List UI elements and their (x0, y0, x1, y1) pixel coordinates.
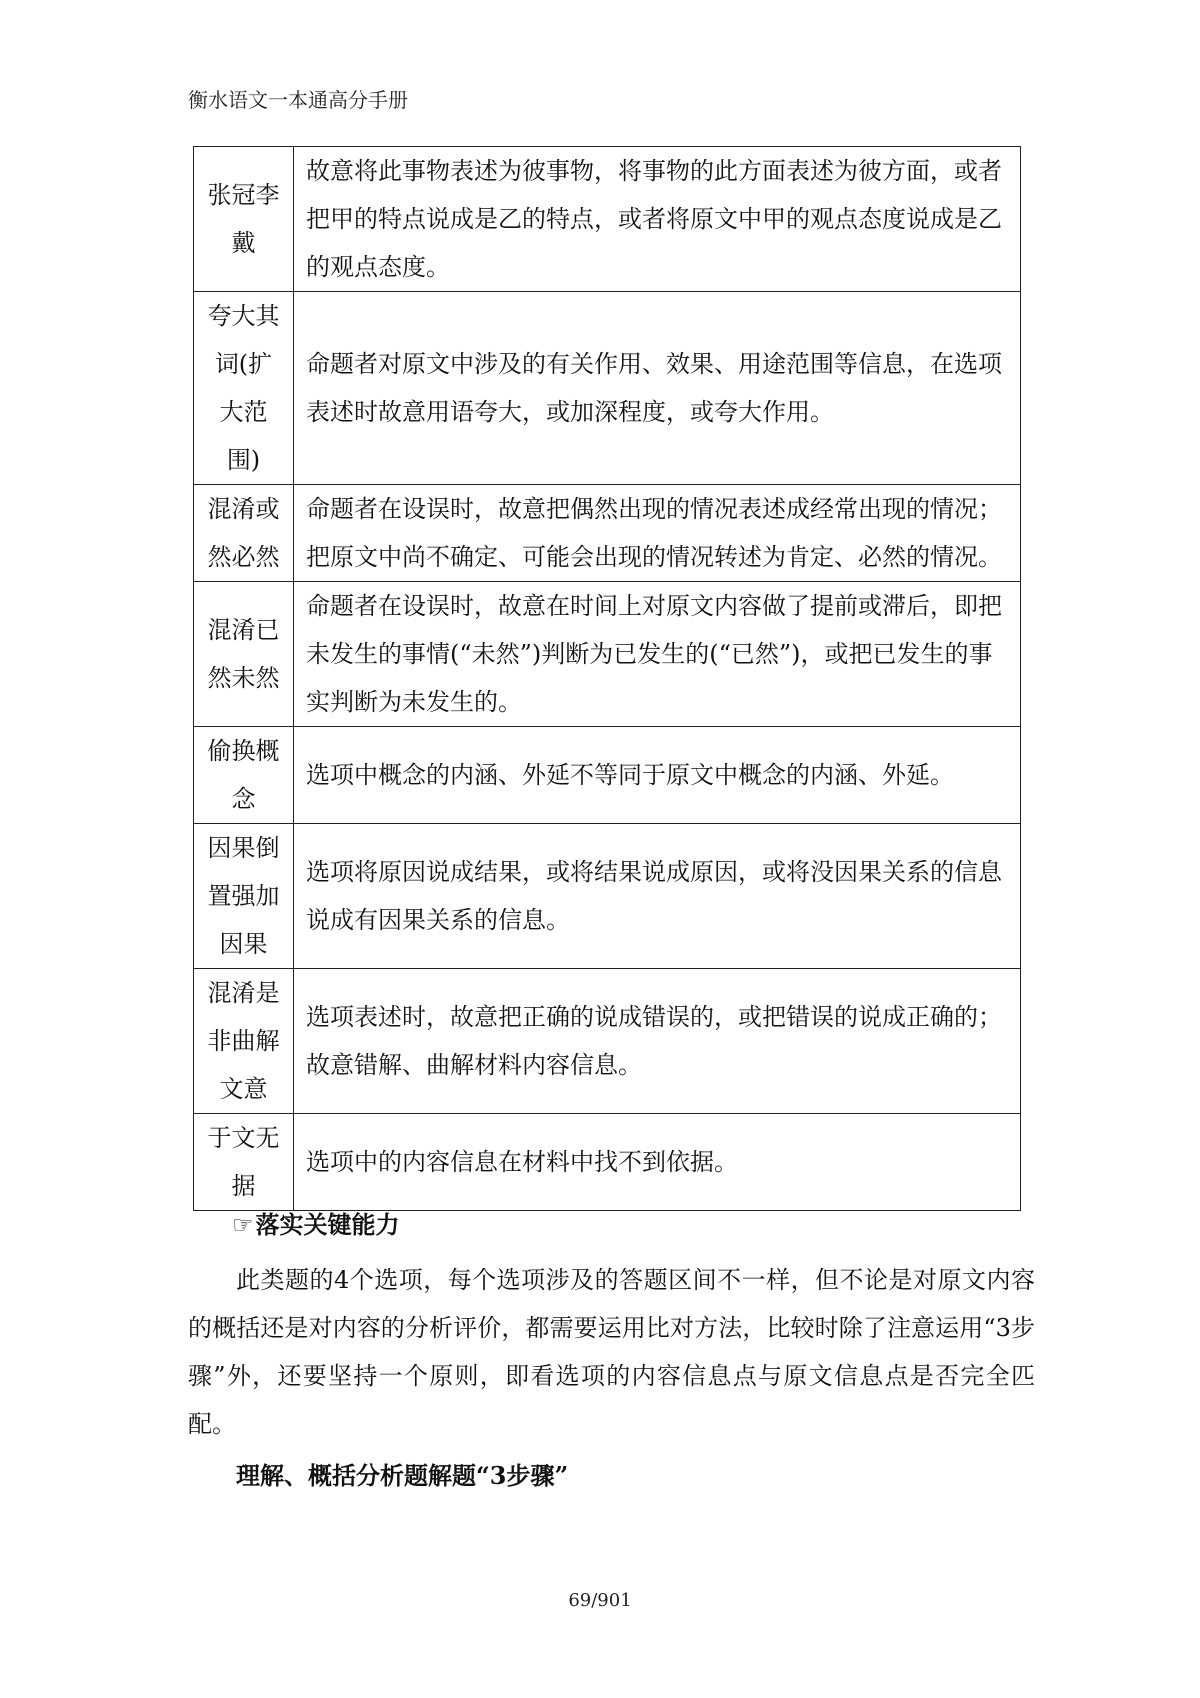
term-cell: 混淆或然必然 (194, 485, 294, 582)
description-cell: 选项中的内容信息在材料中找不到依据。 (294, 1114, 1021, 1211)
description-cell: 命题者对原文中涉及的有关作用、效果、用途范围等信息，在选项表述时故意用语夸大，或加深程度，或夸大作用。 (294, 292, 1021, 485)
description-cell: 选项表述时，故意把正确的说成错误的，或把错误的说成正确的；故意错解、曲解材料内容信息。 (294, 969, 1021, 1114)
description-cell: 故意将此事物表述为彼事物，将事物的此方面表述为彼方面，或者把甲的特点说成是乙的特点，或者将原文中甲的观点态度说成是乙的观点态度。 (294, 147, 1021, 292)
term-cell: 张冠李戴 (194, 147, 294, 292)
term-cell: 因果倒置强加因果 (194, 824, 294, 969)
term-cell: 偷换概念 (194, 727, 294, 824)
table-row (194, 969, 1021, 1114)
page-number: 69/901 (568, 1590, 632, 1611)
description-cell: 命题者在设误时，故意在时间上对原文内容做了提前或滞后，即把未发生的事情(“未然”)判断为已发生的(“已然”)，或把已发生的事实判断为未发生的。 (294, 582, 1021, 727)
table-row (194, 292, 1021, 485)
table-row (194, 727, 1021, 824)
term-cell: 混淆已然未然 (194, 582, 294, 727)
table-row (194, 147, 1021, 292)
table-row (194, 485, 1021, 582)
term-cell: 混淆是非曲解文意 (194, 969, 294, 1114)
table-row (194, 1114, 1021, 1211)
section-title-text: 落实关键能力 (255, 1210, 400, 1239)
section-title (232, 1205, 400, 1240)
term-cell: 于文无据 (194, 1114, 294, 1211)
term-cell: 夸大其词(扩大范围) (194, 292, 294, 485)
description-cell: 选项中概念的内涵、外延不等同于原文中概念的内涵、外延。 (294, 727, 1021, 824)
body-paragraph: 此类题的4个选项，每个选项涉及的答题区间不一样，但不论是对原文内容的概括还是对内容的分析评价，都需要运用比对方法，比较时除了注意运用“3步骤”外，还要坚持一个原则，即看选项的内容信息点与原文信息点是否完全匹配。 (188, 1266, 1035, 1438)
error-types-table (193, 146, 1021, 1211)
description-cell: 命题者在设误时，故意把偶然出现的情况表述成经常出现的情况；把原文中尚不确定、可能会出现的情况转述为肯定、必然的情况。 (294, 485, 1021, 582)
subheading: 理解、概括分析题解题“3步骤” (236, 1461, 569, 1490)
table-row (194, 824, 1021, 969)
table-row (194, 582, 1021, 727)
running-header: 衡水语文一本通高分手册 (188, 88, 408, 112)
description-cell: 选项将原因说成结果，或将结果说成原因，或将没因果关系的信息说成有因果关系的信息。 (294, 824, 1021, 969)
pointing-hand-icon: ☞ (232, 1211, 254, 1239)
